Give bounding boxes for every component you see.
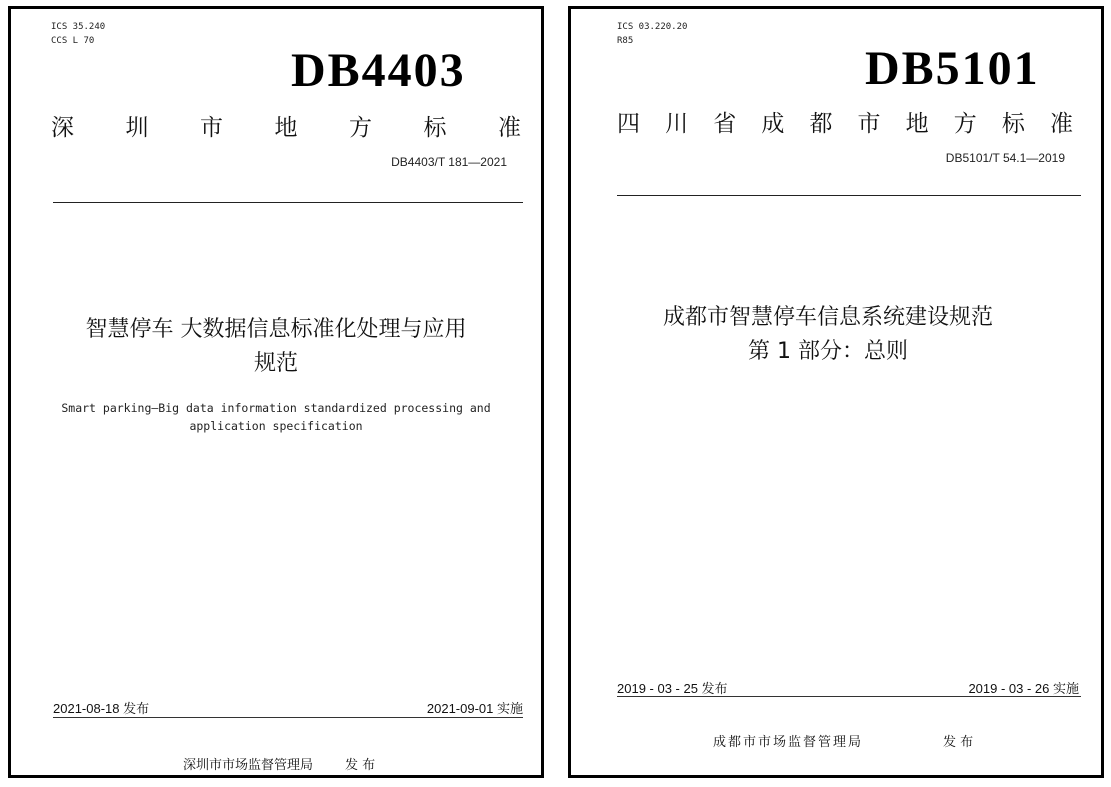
issue-label: 发 布	[943, 735, 974, 750]
title-chinese-line1: 成都市智慧停车信息系统建设规范	[662, 305, 993, 330]
standard-cover-chengdu	[568, 6, 1104, 778]
ccs-code: R85	[617, 36, 634, 46]
issue-label: 发 布	[345, 758, 376, 773]
standard-code: DB5101	[865, 42, 1040, 95]
ics-code: ICS 03.220.20	[617, 22, 688, 32]
title-chinese-line1: 智慧停车 大数据信息标准化处理与应用	[85, 317, 467, 342]
authority-char: 市	[200, 115, 223, 141]
publish-date: 2019 - 03 - 25 发布	[617, 681, 728, 696]
document-number: DB4403/T 181—2021	[391, 155, 507, 169]
authority-char: 准	[1049, 111, 1073, 137]
standard-cover-shenzhen	[8, 6, 544, 778]
authority-char: 方	[349, 115, 372, 141]
authority-char: 地	[905, 111, 929, 137]
title-chinese-line2: 第 1 部分：总则	[748, 339, 908, 364]
title-english-line1: Smart parking—Big data information standardized processing and	[61, 401, 491, 415]
footer-divider	[53, 717, 523, 718]
authority-char: 准	[498, 115, 521, 141]
header-divider	[617, 195, 1081, 196]
footer-divider	[617, 696, 1081, 697]
issuing-authority: 成都市市场监督管理局	[713, 735, 864, 750]
title-english-line2: application specification	[189, 419, 363, 433]
standard-code: DB4403	[291, 44, 466, 97]
authority-char: 深	[51, 115, 74, 141]
implement-date: 2019 - 03 - 26 实施	[968, 681, 1079, 696]
publish-date: 2021-08-18 发布	[53, 701, 150, 716]
authority-title	[51, 109, 521, 142]
authority-char: 都	[809, 111, 833, 137]
authority-char: 标	[1001, 111, 1025, 137]
issuing-authority: 深圳市市场监督管理局	[183, 758, 314, 773]
authority-char: 地	[274, 115, 298, 141]
document-number: DB5101/T 54.1—2019	[945, 151, 1065, 165]
authority-char: 方	[953, 111, 977, 137]
title-chinese-line2: 规范	[253, 351, 298, 376]
authority-char: 标	[423, 115, 447, 141]
authority-char: 成	[761, 111, 785, 137]
authority-char: 圳	[125, 115, 149, 141]
authority-char: 省	[713, 111, 737, 137]
implement-date: 2021-09-01 实施	[426, 701, 523, 716]
authority-title	[617, 105, 1073, 138]
ccs-code: CCS L 70	[51, 36, 95, 46]
authority-char: 市	[857, 111, 881, 137]
authority-char: 川	[665, 111, 689, 137]
authority-char: 四	[617, 111, 640, 137]
ics-code: ICS 35.240	[51, 22, 106, 32]
header-divider	[53, 202, 523, 203]
